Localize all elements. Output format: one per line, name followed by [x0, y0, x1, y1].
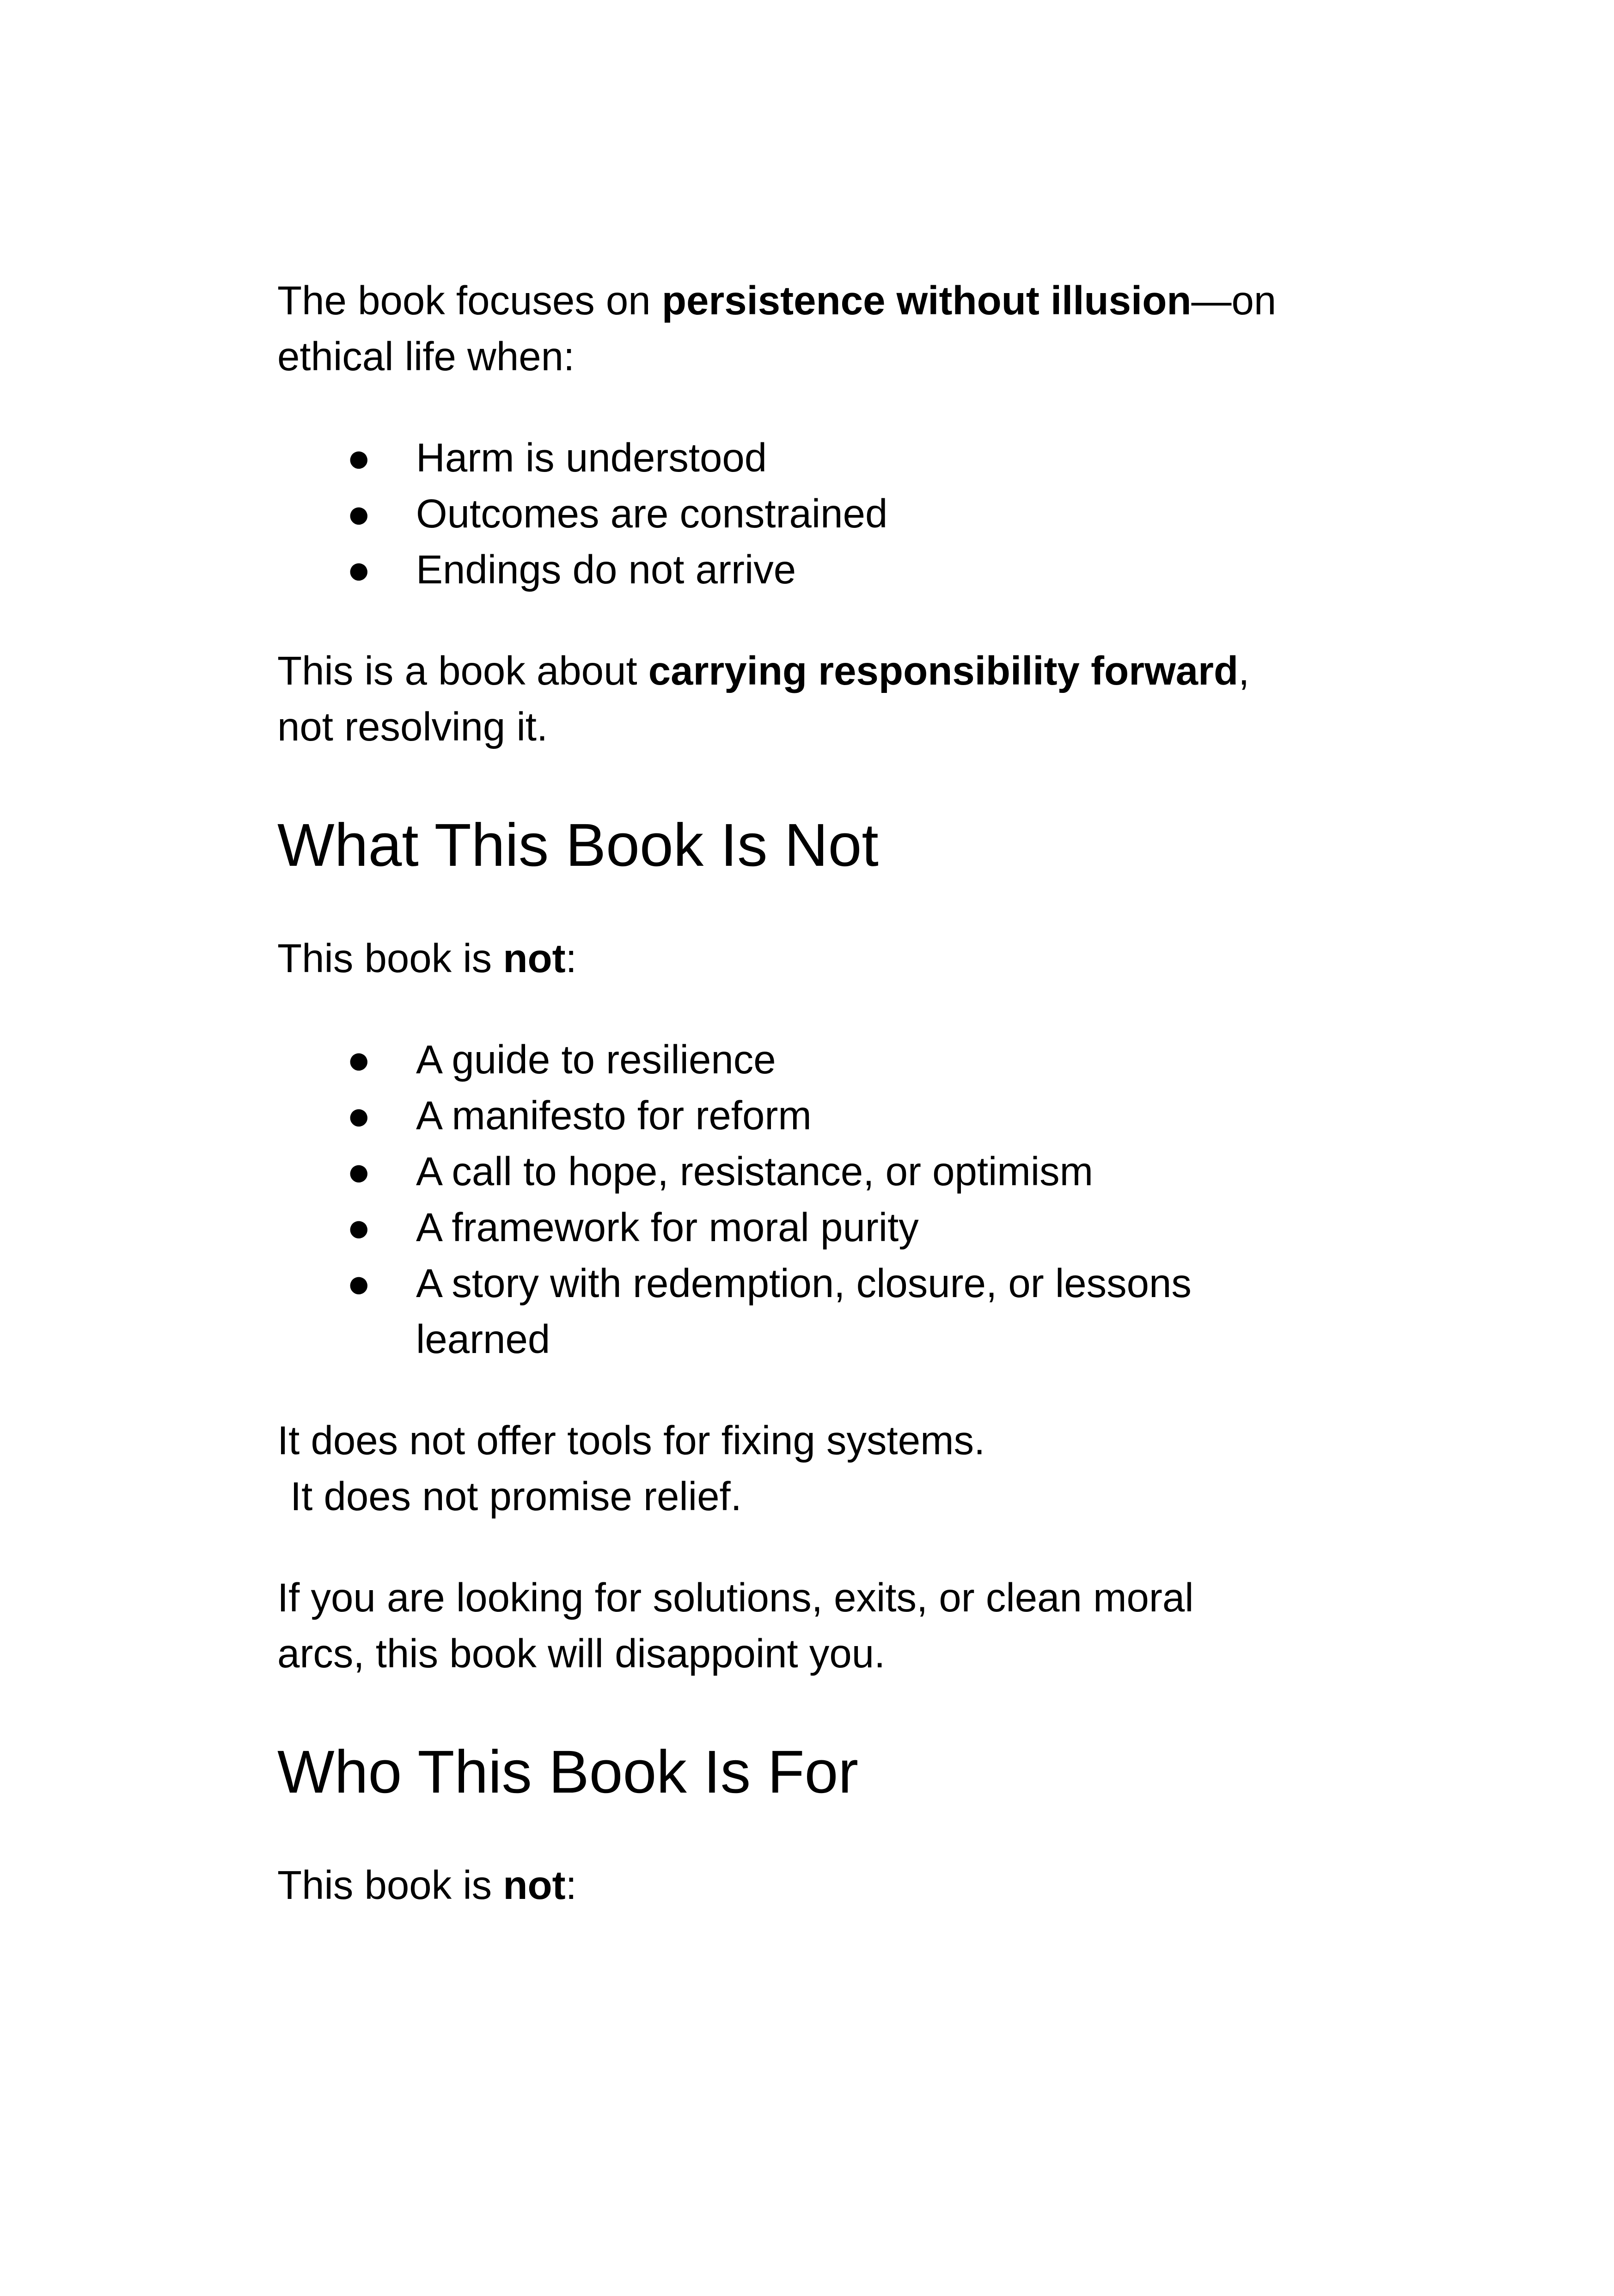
list-item-text: A story with redemption, closure, or lessons — [416, 1261, 1192, 1306]
list-item — [277, 1032, 1350, 1088]
for-intro — [277, 1857, 1350, 1913]
bullet-icon: ● — [347, 491, 371, 536]
list-item — [277, 1200, 1350, 1255]
bullet-icon: ● — [347, 1205, 371, 1250]
intro-lead: The book focuses on — [277, 278, 662, 323]
list-item-text: Outcomes are constrained — [416, 491, 888, 536]
for-intro-bold: not — [503, 1863, 566, 1908]
responsibility-tail: , — [1238, 649, 1250, 693]
heading-who-this-book-is-for: Who This Book Is For — [277, 1738, 859, 1806]
conditions-list — [277, 430, 1350, 598]
disappoint-line2: arcs, this book will disappoint you. — [277, 1631, 886, 1676]
list-item — [277, 1255, 1350, 1367]
tools-line1: It does not offer tools for fixing systems. — [277, 1418, 985, 1463]
list-item-text-continued: learned — [416, 1317, 550, 1362]
list-item — [277, 486, 1350, 542]
list-item — [277, 1088, 1350, 1144]
for-intro-lead: This book is — [277, 1863, 503, 1908]
heading-what-this-book-is-not: What This Book Is Not — [277, 811, 879, 879]
bullet-icon: ● — [347, 547, 371, 592]
intro-tail: —on — [1191, 278, 1277, 323]
list-item-text: Harm is understood — [416, 435, 767, 480]
responsibility-line2: not resolving it. — [277, 704, 548, 749]
list-item-text: A guide to resilience — [416, 1037, 776, 1082]
list-item — [277, 430, 1350, 486]
intro-line2: ethical life when: — [277, 334, 575, 379]
responsibility-lead: This is a book about — [277, 649, 648, 693]
bullet-icon: ● — [347, 1037, 371, 1082]
list-item-text: Endings do not arrive — [416, 547, 796, 592]
bullet-icon: ● — [347, 1149, 371, 1194]
tools-paragraph — [277, 1413, 1350, 1525]
not-intro — [277, 931, 1350, 986]
list-item-text: A call to hope, resistance, or optimism — [416, 1149, 1094, 1194]
intro-paragraph — [277, 273, 1350, 385]
document-page — [277, 273, 1350, 1913]
disappoint-paragraph — [277, 1570, 1350, 1682]
not-intro-tail: : — [565, 936, 577, 981]
for-intro-tail: : — [565, 1863, 577, 1908]
bullet-icon: ● — [347, 1261, 371, 1306]
list-item-text: A framework for moral purity — [416, 1205, 919, 1250]
list-item — [277, 542, 1350, 598]
tools-line2: It does not promise relief. — [290, 1474, 742, 1519]
intro-bold: persistence without illusion — [661, 278, 1192, 323]
disappoint-line1: If you are looking for solutions, exits, or clean moral — [277, 1575, 1194, 1620]
list-item-text: A manifesto for reform — [416, 1093, 812, 1138]
bullet-icon: ● — [347, 435, 371, 480]
responsibility-bold: carrying responsibility forward — [648, 649, 1239, 693]
responsibility-paragraph — [277, 643, 1350, 755]
list-item — [277, 1144, 1350, 1200]
not-list — [277, 1032, 1350, 1367]
not-intro-lead: This book is — [277, 936, 503, 981]
not-intro-bold: not — [503, 936, 566, 981]
bullet-icon: ● — [347, 1093, 371, 1138]
